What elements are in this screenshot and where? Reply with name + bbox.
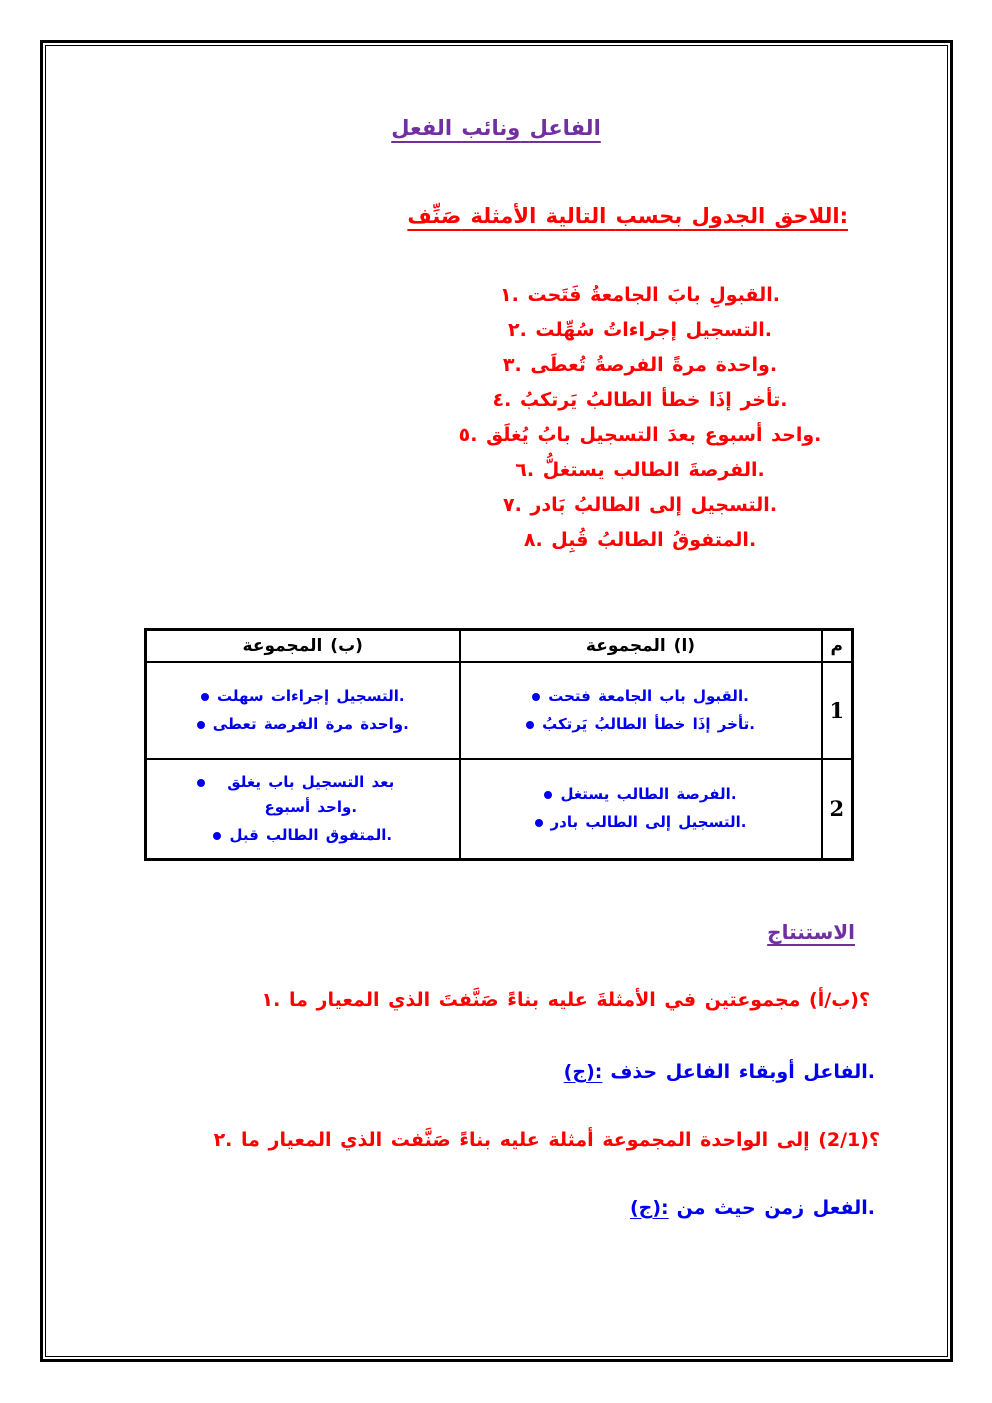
- cell-sentence: سهلت إجراءات التسجيل.: [216, 686, 405, 705]
- answer-1-text: حذف الفاعل أوبقاء الفاعل.: [610, 1061, 875, 1083]
- bullet-line: [149, 684, 457, 709]
- answer-1-prefix: (ج):: [563, 1061, 603, 1083]
- bullet-line: [149, 712, 457, 737]
- question-1: ١. ما المعيار الذي صَنَّفتَ بناءً عليه الأمثلةَ في مجموعتين (أ/ب)؟: [261, 989, 870, 1011]
- cell-row1-number: 1: [822, 662, 853, 759]
- answer-2-text: من حيث زمن الفعل.: [676, 1197, 875, 1219]
- example-item-6: ٦. يستغلُّ الطالب الفرصةَ.: [515, 459, 765, 481]
- header-group-b: المجموعة (ب): [146, 630, 460, 662]
- example-item-4: ٤. يَرتكبُ الطالبُ خطأ إذَا تأخر.: [492, 389, 788, 411]
- table-header-row: [146, 630, 853, 662]
- classification-table: [144, 628, 854, 861]
- bullet-icon: [197, 779, 205, 787]
- cell-row1-group-b: [146, 662, 460, 759]
- answer-1: [564, 1061, 875, 1083]
- bullet-icon: [526, 721, 534, 729]
- examples-list: [190, 278, 992, 558]
- cell-row2-group-b: [146, 759, 460, 860]
- bullet-line: [463, 810, 819, 835]
- bullet-line: [149, 770, 457, 820]
- cell-row2-group-a: [460, 759, 822, 860]
- example-item-2: ٢. سُهِّلت إجراءاتُ التسجيل.: [507, 319, 773, 341]
- cell-sentence: يستغل الطالب الفرصة.: [560, 785, 737, 804]
- cell-sentence: قبل الطالب المتفوق.: [229, 825, 393, 844]
- header-group-a: المجموعة (ا): [460, 630, 822, 662]
- cell-sentence: يَرتكبُ الطالبُ خطأ إذَا تأخر.: [542, 714, 755, 733]
- answer-2-prefix: (ج):: [629, 1197, 669, 1219]
- cell-sentence: بادر الطالب إلى التسجيل.: [550, 813, 747, 832]
- question-2: ٢. ما المعيار الذي صَنَّفت بناءً عليه أمثلة المجموعة الواحدة إلى (2/1)؟: [213, 1129, 880, 1151]
- cell-row1-group-a: [460, 662, 822, 759]
- bullet-line: [463, 782, 819, 807]
- bullet-icon: [535, 819, 543, 827]
- bullet-line: [463, 712, 819, 737]
- example-item-8: ٨. قُبِل الطالبُ المتفوقُ.: [523, 529, 757, 551]
- table-row-2: [146, 759, 853, 860]
- bullet-icon: [197, 721, 205, 729]
- example-item-3: ٣. تُعطَى الفرصةُ مرةً واحدة.: [502, 354, 778, 376]
- document-title: الفعل ونائب الفاعل: [391, 116, 601, 140]
- bullet-icon: [213, 832, 221, 840]
- bullet-line: [149, 823, 457, 848]
- bullet-icon: [201, 693, 209, 701]
- bullet-icon: [544, 791, 552, 799]
- task-heading: صَنِّف الأمثلة التالية بحسب الجدول اللاحق:: [407, 204, 848, 228]
- cell-row2-number: 2: [822, 759, 853, 860]
- cell-sentence: فتحت الجامعة باب القبول.: [548, 686, 749, 705]
- conclusion-heading: الاستنتاج: [767, 920, 855, 944]
- bullet-line: [463, 684, 819, 709]
- bullet-icon: [532, 693, 540, 701]
- header-num: م: [822, 630, 853, 662]
- cell-sentence: يغلق باب التسجيل بعد أسبوع واحد.: [227, 772, 395, 816]
- cell-sentence: تعطى الفرصة مرة واحدة.: [212, 714, 409, 733]
- example-item-7: ٧. بَادر الطالبُ إلى التسجيل.: [502, 494, 778, 516]
- table-row-1: [146, 662, 853, 759]
- answer-2: [630, 1197, 875, 1219]
- example-item-1: ١. فَتَحت الجامعةُ بابَ القبولِ.: [500, 284, 780, 306]
- example-item-5: ٥. يُغلَق بابُ التسجيل بعدَ أسبوع واحد.: [458, 424, 822, 446]
